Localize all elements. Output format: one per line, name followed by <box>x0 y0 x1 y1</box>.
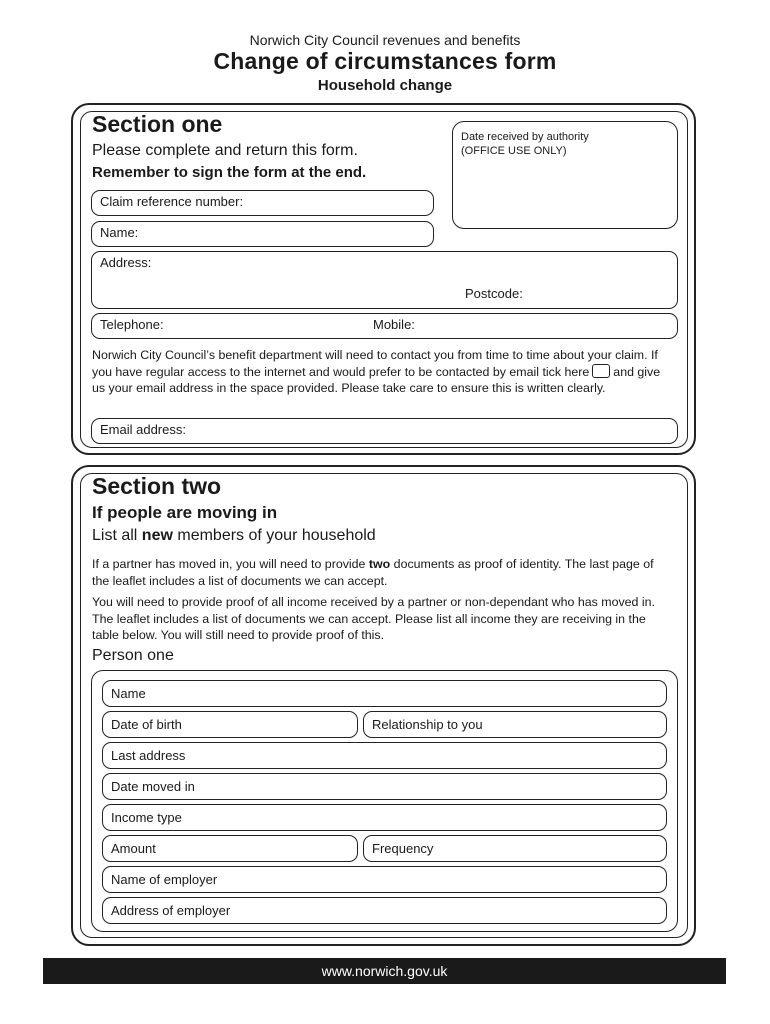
telephone-label: Telephone: <box>100 317 164 332</box>
section-one-instruction: Please complete and return this form. <box>92 142 358 159</box>
relationship-label: Relationship to you <box>372 717 483 732</box>
employer-name-field[interactable] <box>102 866 667 893</box>
date-moved-in-field[interactable] <box>102 773 667 800</box>
person-name-field[interactable] <box>102 680 667 707</box>
list-heading-suffix: members of your household <box>172 527 376 544</box>
section-two-subheading: If people are moving in <box>92 503 278 522</box>
date-of-birth-label: Date of birth <box>111 717 182 732</box>
last-address-label: Last address <box>111 748 186 763</box>
date-of-birth-field[interactable] <box>102 711 358 738</box>
list-heading-prefix: List all <box>92 527 142 544</box>
partner-id-suffix: documents as proof of identity. The last page of the leaflet includes a list of documents we can accept. <box>92 557 654 588</box>
footer-url: www.norwich.gov.uk <box>43 958 726 984</box>
date-moved-in-label: Date moved in <box>111 779 195 794</box>
organisation-name: Norwich City Council revenues and benefits <box>249 32 521 48</box>
name-label: Name: <box>100 225 139 240</box>
section-one-reminder: Remember to sign the form at the end. <box>92 164 367 181</box>
contact-text-part-2: and give us your email address in the space provided. Please take care to ensure this is written clearly. <box>92 364 661 395</box>
person-one-heading: Person one <box>92 647 174 664</box>
contact-paragraph <box>92 347 672 397</box>
section-two-list-heading <box>92 527 376 545</box>
address-label: Address: <box>100 255 152 270</box>
employer-address-label: Address of employer <box>111 903 231 918</box>
office-use-box[interactable] <box>452 121 678 229</box>
email-field[interactable] <box>91 418 678 444</box>
frequency-field[interactable] <box>363 835 667 862</box>
name-field[interactable] <box>91 221 434 247</box>
last-address-field[interactable] <box>102 742 667 769</box>
claim-reference-label: Claim reference number: <box>100 194 244 209</box>
office-use-line-2: (OFFICE USE ONLY) <box>461 145 567 157</box>
claim-reference-field[interactable] <box>91 190 434 216</box>
form-subtitle: Household change <box>317 77 453 94</box>
partner-id-prefix: If a partner has moved in, you will need to provide <box>92 557 369 571</box>
section-two-title: Section two <box>92 473 222 499</box>
section-one-title: Section one <box>92 111 223 137</box>
office-use-line-1: Date received by authority <box>461 131 589 143</box>
partner-id-paragraph <box>92 556 674 589</box>
income-type-label: Income type <box>111 810 182 825</box>
address-field[interactable] <box>91 251 678 309</box>
amount-field[interactable] <box>102 835 358 862</box>
list-heading-bold: new <box>141 527 173 544</box>
form-title: Change of circumstances form <box>213 48 557 74</box>
email-label: Email address: <box>100 422 186 437</box>
partner-id-bold: two <box>368 557 391 571</box>
contact-text-part-1: Norwich City Council’s benefit department will need to contact you from time to time about your claim. If you have regular access to the internet and would prefer to be contacted by email tick here <box>92 348 658 379</box>
frequency-label: Frequency <box>372 841 434 856</box>
relationship-field[interactable] <box>363 711 667 738</box>
person-name-label: Name <box>111 686 146 701</box>
income-proof-paragraph: You will need to provide proof of all income received by a partner or non-dependant who has moved in. The leaflet includes a list of documents we can accept. Please list all income they are receiving in the table below. You will still need to provide proof of this. <box>92 595 655 642</box>
amount-label: Amount <box>111 841 156 856</box>
employer-name-label: Name of employer <box>111 872 218 887</box>
postcode-label: Postcode: <box>465 286 523 301</box>
income-type-field[interactable] <box>102 804 667 831</box>
telephone-field[interactable] <box>91 313 678 339</box>
employer-address-field[interactable] <box>102 897 667 924</box>
mobile-label: Mobile: <box>373 317 415 332</box>
email-tick-checkbox[interactable] <box>592 364 610 378</box>
